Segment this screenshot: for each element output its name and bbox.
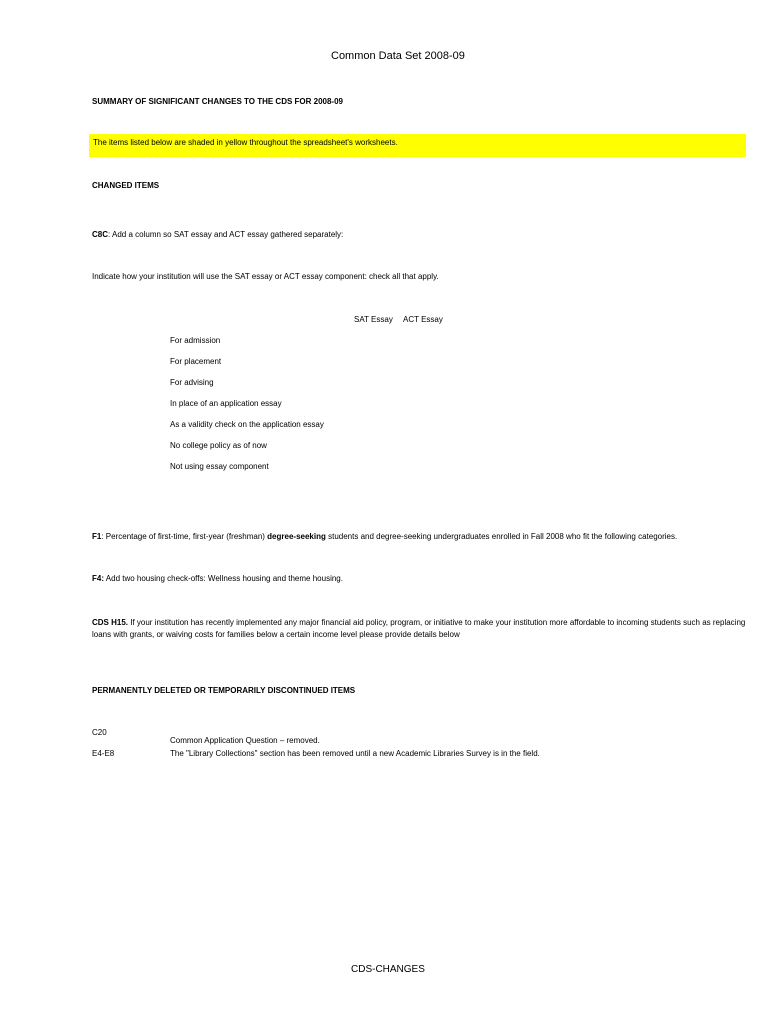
essay-question: Indicate how your institution will use the SAT essay or ACT essay component: check all that apply. xyxy=(92,272,439,281)
f4-code: F4: xyxy=(92,574,104,583)
page-title: Common Data Set 2008-09 xyxy=(331,50,465,62)
f1-code: F1 xyxy=(92,532,102,541)
h15-text: If your institution has recently implemented any major financial aid policy, program, or initiative to make your institution more affordable to incoming students such as replacing loans with grants, or waiving costs for families below a certain income level please provide details below xyxy=(92,618,746,639)
sat-essay-column-header: SAT Essay xyxy=(354,315,393,324)
f4-item xyxy=(92,574,343,584)
deleted-item-code: C20 xyxy=(92,728,107,737)
h15-item xyxy=(92,617,747,640)
f1-item xyxy=(92,532,677,542)
f1-text-b: students and degree-seeking undergraduates enrolled in Fall 2008 who fit the following categories. xyxy=(325,532,678,541)
f1-text-a: : Percentage of first-time, first-year (freshman) xyxy=(101,532,268,541)
deleted-item-text: The "Library Collections" section has been removed until a new Academic Libraries Survey is in the field. xyxy=(170,749,540,758)
deleted-items-heading: PERMANENTLY DELETED OR TEMPORARILY DISCONTINUED ITEMS xyxy=(92,686,356,695)
essay-option: For placement xyxy=(170,357,222,366)
h15-code: CDS H15. xyxy=(92,618,129,627)
summary-heading: SUMMARY OF SIGNIFICANT CHANGES TO THE CDS FOR 2008-09 xyxy=(92,97,343,106)
highlight-note: The items listed below are shaded in yellow throughout the spreadsheet's worksheets. xyxy=(93,138,398,147)
essay-option: For advising xyxy=(170,378,214,387)
c8c-code: C8C xyxy=(92,230,109,239)
deleted-item-text: Common Application Question – removed. xyxy=(170,736,320,745)
act-essay-column-header: ACT Essay xyxy=(403,315,443,324)
f1-bold-term: degree-seeking xyxy=(267,532,326,541)
essay-option: No college policy as of now xyxy=(170,441,267,450)
highlight-note-box xyxy=(89,134,746,157)
sheet-footer: CDS-CHANGES xyxy=(351,964,425,975)
deleted-item-code: E4-E8 xyxy=(92,749,115,758)
changed-items-heading: CHANGED ITEMS xyxy=(92,181,160,190)
essay-option: As a validity check on the application essay xyxy=(170,420,324,429)
essay-option: In place of an application essay xyxy=(170,399,282,408)
essay-option: For admission xyxy=(170,336,221,345)
f4-text: Add two housing check-offs: Wellness housing and theme housing. xyxy=(104,574,343,583)
c8c-text: : Add a column so SAT essay and ACT essay gathered separately: xyxy=(108,230,344,239)
c8c-item xyxy=(92,230,343,240)
essay-option: Not using essay component xyxy=(170,462,269,471)
